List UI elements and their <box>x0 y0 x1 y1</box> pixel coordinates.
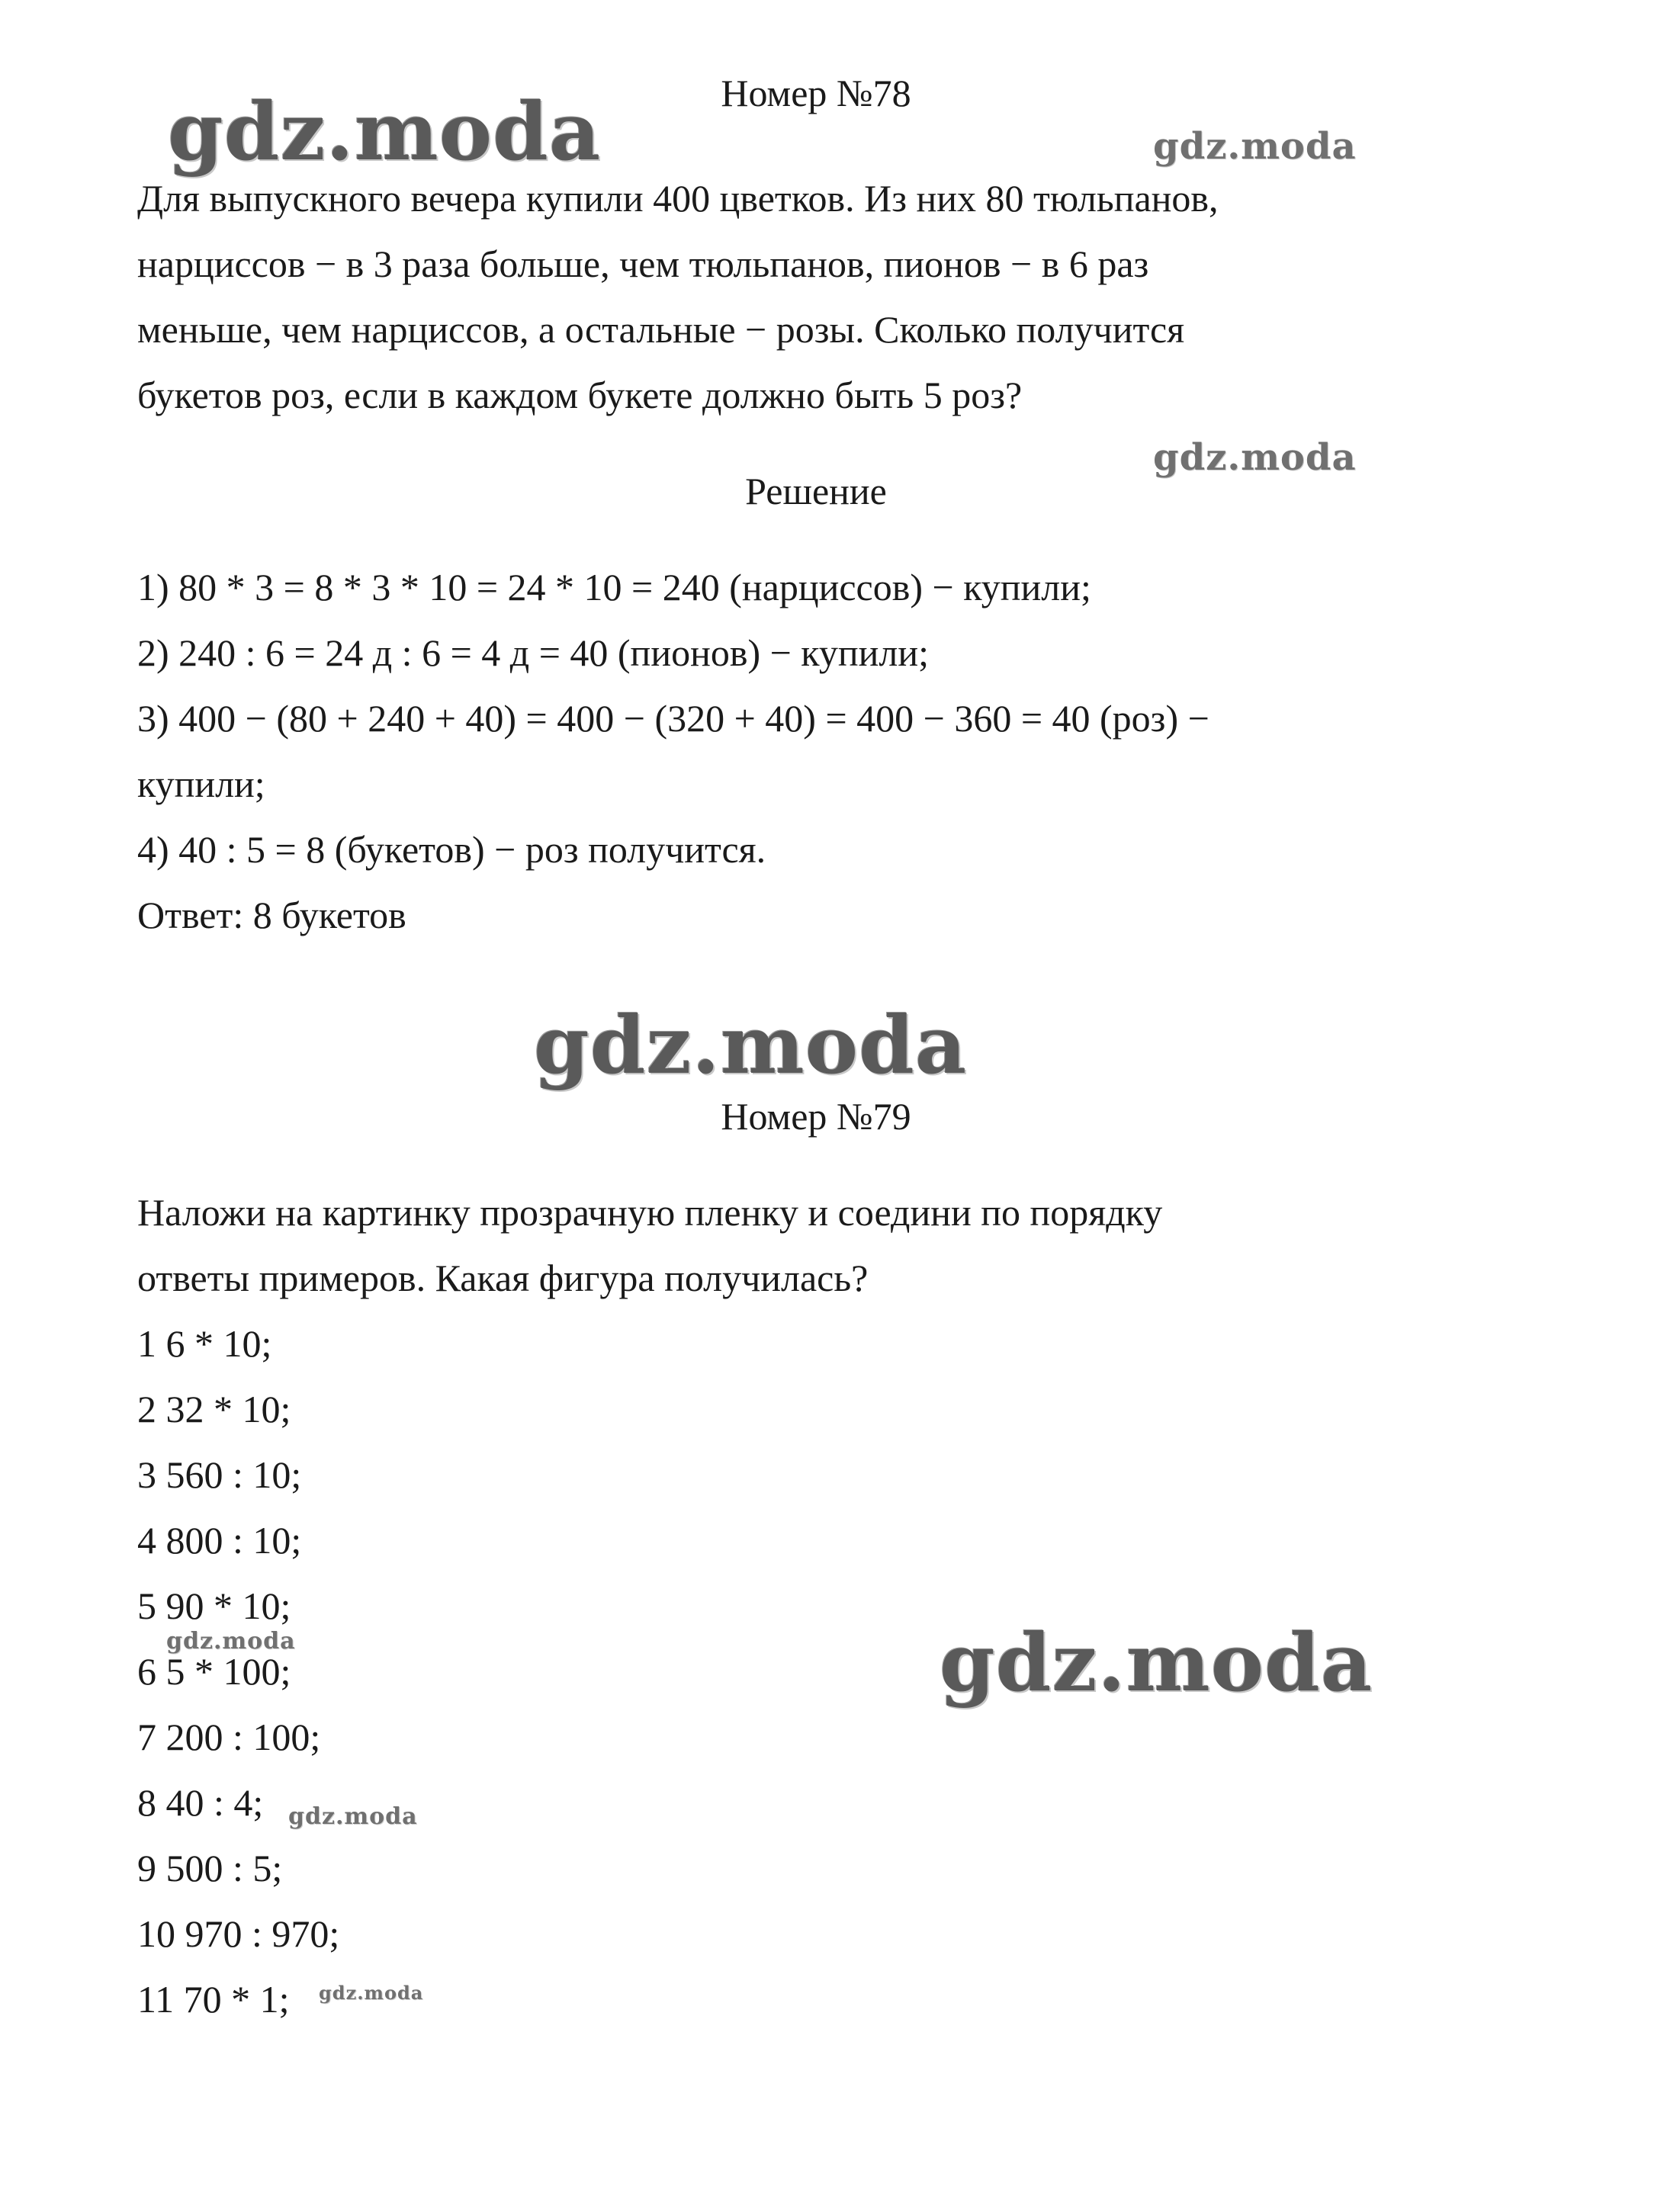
problem-78-statement-line: нарциссов − в 3 раза больше, чем тюльпанов, пионов − в 6 раз <box>137 242 1149 285</box>
example-item: 6 5 * 100; <box>137 1650 291 1693</box>
problem-78-statement-line: букетов роз, если в каждом букете должно быть 5 роз? <box>137 374 1023 416</box>
watermark-logo: gdz.moda <box>534 998 968 1092</box>
problem-79-statement-line: Наложи на картинку прозрачную пленку и соедини по порядку <box>137 1191 1163 1234</box>
example-item: 9 500 : 5; <box>137 1847 283 1889</box>
solution-step: купили; <box>137 762 265 805</box>
solution-step: 2) 240 : 6 = 24 д : 6 = 4 д = 40 (пионов) − купили; <box>137 631 929 674</box>
example-item: 4 800 : 10; <box>137 1519 302 1562</box>
solution-heading: Решение <box>745 470 887 512</box>
watermark-logo: gdz.moda <box>1153 125 1357 168</box>
watermark-logo: gdz.moda <box>168 85 602 178</box>
example-item: 3 560 : 10; <box>137 1453 302 1496</box>
watermark-logo: gdz.moda <box>940 1616 1373 1709</box>
example-item: 5 90 * 10; <box>137 1584 291 1627</box>
solution-step: 4) 40 : 5 = 8 (букетов) − роз получится. <box>137 828 766 871</box>
problem-79-heading: Номер №79 <box>721 1095 911 1138</box>
answer-line: Ответ: 8 букетов <box>137 894 406 936</box>
problem-78-statement-line: меньше, чем нарциссов, а остальные − розы. Сколько получится <box>137 308 1185 351</box>
watermark-logo: gdz.moda <box>166 1628 296 1655</box>
watermark-logo: gdz.moda <box>1153 436 1357 479</box>
watermark-logo: gdz.moda <box>319 1982 424 2004</box>
problem-79-statement-line: ответы примеров. Какая фигура получилась? <box>137 1257 869 1299</box>
example-item: 1 6 * 10; <box>137 1322 272 1365</box>
solution-step: 1) 80 * 3 = 8 * 3 * 10 = 24 * 10 = 240 (нарциссов) − купили; <box>137 566 1091 608</box>
example-item: 8 40 : 4; <box>137 1781 264 1824</box>
example-item: 7 200 : 100; <box>137 1716 321 1758</box>
example-item: 2 32 * 10; <box>137 1388 291 1430</box>
watermark-logo: gdz.moda <box>288 1803 418 1830</box>
solution-step: 3) 400 − (80 + 240 + 40) = 400 − (320 + 40) = 400 − 360 = 40 (роз) − <box>137 697 1209 740</box>
problem-78-heading: Номер №78 <box>721 72 911 114</box>
example-item: 10 970 : 970; <box>137 1912 340 1955</box>
problem-78-statement-line: Для выпускного вечера купили 400 цветков. Из них 80 тюльпанов, <box>137 177 1219 220</box>
example-item: 11 70 * 1; <box>137 1978 290 2021</box>
